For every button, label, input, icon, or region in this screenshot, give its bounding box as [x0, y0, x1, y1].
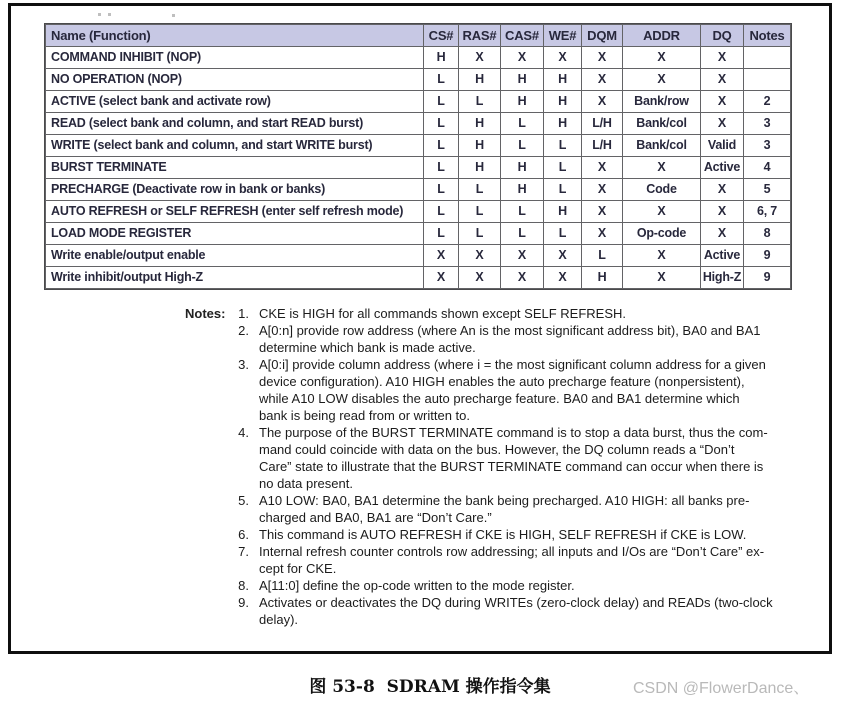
table-row — [46, 245, 791, 267]
signal-cell: L — [501, 135, 544, 157]
note-item — [228, 424, 803, 492]
signal-cell: X — [582, 179, 623, 201]
table-row — [46, 47, 791, 69]
signal-cell: L — [459, 201, 501, 223]
note-text: Internal refresh counter controls row addressing; all inputs and I/Os are “Don’t Care” ex- cept for CKE. — [259, 544, 765, 576]
command-name-cell: WRITE (select bank and column, and start WRITE burst) — [46, 135, 424, 157]
table-row — [46, 267, 791, 289]
note-item — [228, 322, 803, 356]
signal-cell: 5 — [744, 179, 791, 201]
note-number: 8. — [238, 578, 249, 593]
table-row — [46, 113, 791, 135]
signal-cell: X — [582, 201, 623, 223]
signal-cell: 9 — [744, 245, 791, 267]
signal-cell: Bank/row — [623, 91, 701, 113]
note-item — [228, 356, 803, 424]
command-name-cell: Write inhibit/output High-Z — [46, 267, 424, 289]
signal-cell: H — [459, 113, 501, 135]
notes-label: Notes: — [185, 306, 226, 321]
command-name-cell: READ (select bank and column, and start READ burst) — [46, 113, 424, 135]
note-text: The purpose of the BURST TERMINATE command is to stop a data burst, thus the com- mand could coincide with data on the bus. However, the DQ column reads a “Don’t Care” state to illustrate that the BURST TERMINATE command can occur when there is no data present. — [259, 425, 768, 491]
signal-cell: L — [582, 245, 623, 267]
table-row — [46, 135, 791, 157]
signal-cell: H — [501, 179, 544, 201]
note-item — [228, 526, 803, 543]
note-number: 2. — [238, 323, 249, 338]
note-number: 3. — [238, 357, 249, 372]
column-header: DQM — [582, 25, 623, 47]
csdn-watermark: CSDN @FlowerDance、 — [633, 680, 810, 697]
signal-cell: L — [424, 91, 459, 113]
column-header: WE# — [544, 25, 582, 47]
signal-cell: Op-code — [623, 223, 701, 245]
signal-cell: L — [424, 179, 459, 201]
note-text: A10 LOW: BA0, BA1 determine the bank being precharged. A10 HIGH: all banks pre- charged and BA0, BA1 are “Don’t Care.” — [259, 493, 750, 525]
signal-cell: L — [544, 179, 582, 201]
column-header: ADDR — [623, 25, 701, 47]
signal-cell: X — [701, 179, 744, 201]
notes-list — [228, 305, 803, 628]
note-item — [228, 577, 803, 594]
table-row — [46, 157, 791, 179]
signal-cell: L — [544, 223, 582, 245]
signal-cell: H — [544, 113, 582, 135]
command-name-cell: AUTO REFRESH or SELF REFRESH (enter self refresh mode) — [46, 201, 424, 223]
command-name-cell: BURST TERMINATE — [46, 157, 424, 179]
signal-cell: L — [544, 135, 582, 157]
signal-cell: H — [459, 157, 501, 179]
signal-cell: Bank/col — [623, 135, 701, 157]
signal-cell: X — [701, 91, 744, 113]
signal-cell: X — [701, 47, 744, 69]
note-number: 6. — [238, 527, 249, 542]
signal-cell: L — [424, 69, 459, 91]
signal-cell: X — [459, 267, 501, 289]
note-text: A[11:0] define the op-code written to the mode register. — [259, 578, 575, 593]
table-row — [46, 201, 791, 223]
table-row — [46, 91, 791, 113]
table-row — [46, 179, 791, 201]
signal-cell: L — [424, 223, 459, 245]
signal-cell: H — [544, 201, 582, 223]
signal-cell: X — [501, 47, 544, 69]
signal-cell: Active — [701, 157, 744, 179]
note-number: 7. — [238, 544, 249, 559]
figure-frame — [8, 3, 832, 654]
signal-cell: L — [424, 113, 459, 135]
command-name-cell: COMMAND INHIBIT (NOP) — [46, 47, 424, 69]
column-header: DQ — [701, 25, 744, 47]
signal-cell: H — [424, 47, 459, 69]
signal-cell: X — [544, 267, 582, 289]
note-text: Activates or deactivates the DQ during WRITEs (zero-clock delay) and READs (two-clock delay). — [259, 595, 773, 627]
signal-cell — [744, 69, 791, 91]
table-body — [46, 47, 791, 289]
figure-caption: 图 53-8 SDRAM 操作指令集 — [309, 677, 551, 697]
signal-cell: 4 — [744, 157, 791, 179]
signal-cell: Bank/col — [623, 113, 701, 135]
signal-cell: X — [623, 157, 701, 179]
signal-cell: H — [582, 267, 623, 289]
signal-cell: X — [623, 201, 701, 223]
column-header: CAS# — [501, 25, 544, 47]
table-header-row — [46, 25, 791, 47]
note-item — [228, 543, 803, 577]
signal-cell: X — [424, 267, 459, 289]
column-header: Name (Function) — [46, 25, 424, 47]
note-item — [228, 492, 803, 526]
signal-cell: 6, 7 — [744, 201, 791, 223]
note-text: A[0:n] provide row address (where An is the most significant address bit), BA0 and BA1 determine which bank is made active. — [259, 323, 761, 355]
signal-cell: X — [701, 223, 744, 245]
signal-cell: 9 — [744, 267, 791, 289]
signal-cell: X — [582, 69, 623, 91]
column-header: CS# — [424, 25, 459, 47]
signal-cell: L — [459, 179, 501, 201]
signal-cell: High-Z — [701, 267, 744, 289]
signal-cell: L/H — [582, 135, 623, 157]
signal-cell: L — [544, 157, 582, 179]
note-item — [228, 305, 803, 322]
signal-cell: H — [459, 135, 501, 157]
signal-cell: X — [459, 47, 501, 69]
signal-cell: X — [582, 91, 623, 113]
signal-cell: X — [544, 47, 582, 69]
signal-cell: X — [623, 267, 701, 289]
signal-cell: 3 — [744, 135, 791, 157]
note-number: 5. — [238, 493, 249, 508]
signal-cell: L — [424, 201, 459, 223]
signal-cell: X — [582, 157, 623, 179]
note-number: 9. — [238, 595, 249, 610]
command-name-cell: PRECHARGE (Deactivate row in bank or banks) — [46, 179, 424, 201]
signal-cell: X — [623, 47, 701, 69]
command-name-cell: ACTIVE (select bank and activate row) — [46, 91, 424, 113]
signal-cell: 3 — [744, 113, 791, 135]
artifact-mark — [108, 13, 111, 16]
signal-cell: L — [424, 135, 459, 157]
note-number: 1. — [238, 306, 249, 321]
sdram-command-table — [45, 24, 791, 289]
signal-cell: H — [459, 69, 501, 91]
signal-cell: X — [424, 245, 459, 267]
signal-cell: L — [501, 113, 544, 135]
signal-cell: H — [544, 69, 582, 91]
signal-cell: X — [501, 267, 544, 289]
signal-cell: 2 — [744, 91, 791, 113]
signal-cell: L — [459, 91, 501, 113]
signal-cell: L — [501, 223, 544, 245]
signal-cell: 8 — [744, 223, 791, 245]
signal-cell: X — [544, 245, 582, 267]
signal-cell: X — [459, 245, 501, 267]
artifact-mark — [98, 13, 101, 16]
column-header: RAS# — [459, 25, 501, 47]
signal-cell — [744, 47, 791, 69]
signal-cell: X — [701, 201, 744, 223]
signal-cell: Code — [623, 179, 701, 201]
signal-cell: X — [623, 69, 701, 91]
signal-cell: H — [544, 91, 582, 113]
note-number: 4. — [238, 425, 249, 440]
signal-cell: Valid — [701, 135, 744, 157]
command-name-cell: LOAD MODE REGISTER — [46, 223, 424, 245]
signal-cell: X — [701, 113, 744, 135]
signal-cell: X — [701, 69, 744, 91]
signal-cell: Active — [701, 245, 744, 267]
signal-cell: X — [582, 47, 623, 69]
artifact-mark — [172, 14, 175, 17]
signal-cell: X — [582, 223, 623, 245]
signal-cell: H — [501, 91, 544, 113]
command-name-cell: NO OPERATION (NOP) — [46, 69, 424, 91]
signal-cell: X — [501, 245, 544, 267]
signal-cell: L — [424, 157, 459, 179]
table-row — [46, 223, 791, 245]
signal-cell: H — [501, 157, 544, 179]
column-header: Notes — [744, 25, 791, 47]
signal-cell: L — [501, 201, 544, 223]
table-row — [46, 69, 791, 91]
note-text: A[0:i] provide column address (where i = the most significant column address for a given device configuration). A10 HIGH enables the auto precharge feature (nonpersistent), while A10 LOW disables the auto precharge feature. BA0 and BA1 determine which bank is being read from or written to. — [259, 357, 766, 423]
note-text: This command is AUTO REFRESH if CKE is HIGH, SELF REFRESH if CKE is LOW. — [259, 527, 747, 542]
signal-cell: H — [501, 69, 544, 91]
signal-cell: L — [459, 223, 501, 245]
command-name-cell: Write enable/output enable — [46, 245, 424, 267]
signal-cell: X — [623, 245, 701, 267]
signal-cell: L/H — [582, 113, 623, 135]
note-text: CKE is HIGH for all commands shown except SELF REFRESH. — [259, 306, 627, 321]
note-item — [228, 594, 803, 628]
